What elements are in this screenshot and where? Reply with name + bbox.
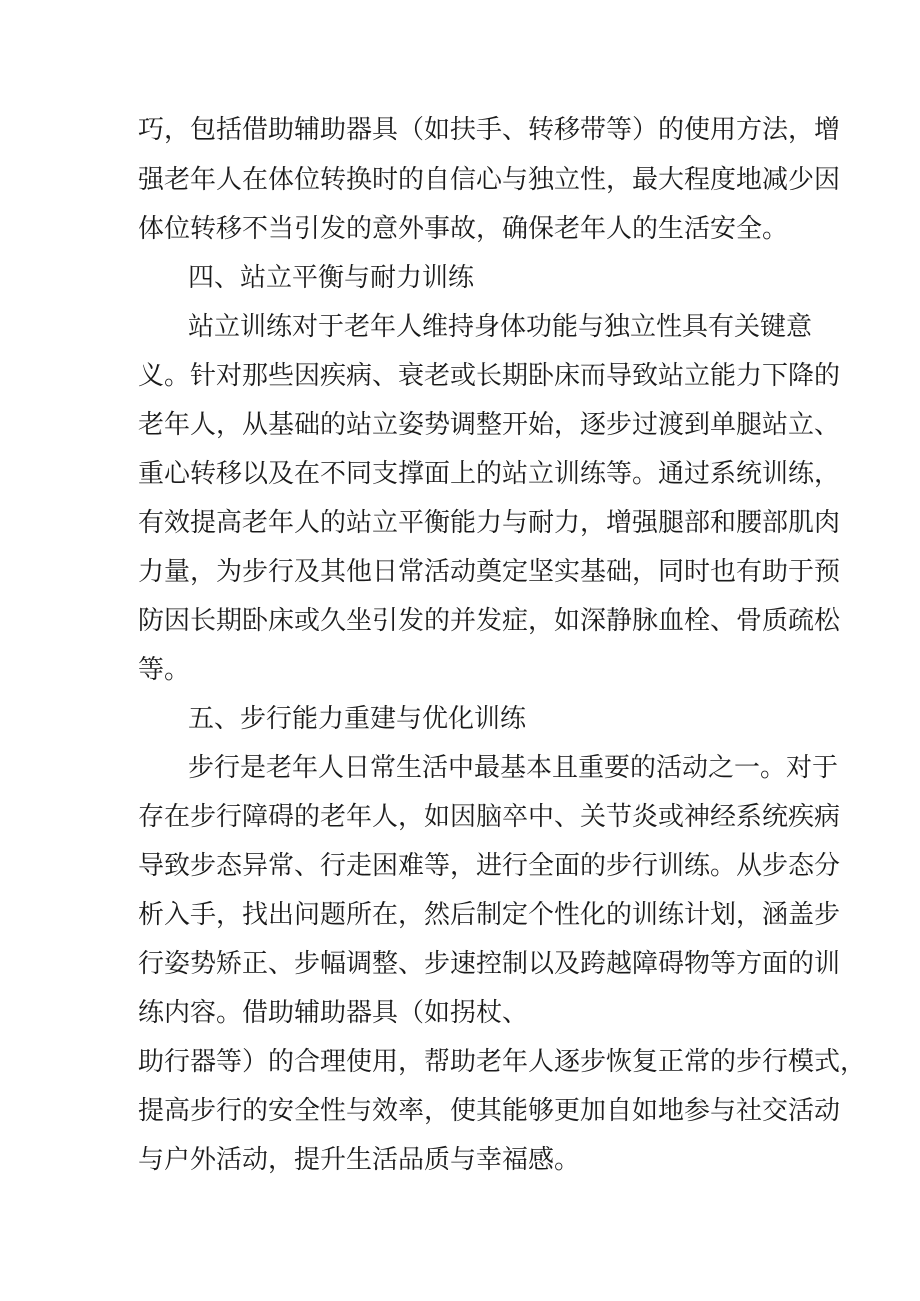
- text-line: 重心转移以及在不同支撑面上的站立训练等。通过系统训练，: [138, 459, 841, 489]
- text-line: 等。: [138, 655, 191, 685]
- text-line: 体位转移不当引发的意外事故，确保老年人的生活安全。: [138, 214, 789, 244]
- text-line: 防因长期卧床或久坐引发的并发症，如深静脉血栓、骨质疏松: [138, 606, 841, 636]
- text-line: 练内容。借助辅助器具（如拐杖、: [138, 998, 529, 1028]
- text-line: 导致步态异常、行走困难等，进行全面的步行训练。从步态分: [138, 851, 841, 881]
- text-line: 义。针对那些因疾病、衰老或长期卧床而导致站立能力下降的: [138, 361, 841, 391]
- text-line: 析入手，找出问题所在，然后制定个性化的训练计划，涵盖步: [138, 900, 841, 930]
- text-line: 老年人，从基础的站立姿势调整开始，逐步过渡到单腿站立、: [138, 410, 841, 440]
- text-line: 存在步行障碍的老年人，如因脑卒中、关节炎或神经系统疾病: [138, 802, 841, 832]
- text-line: 行姿势矫正、步幅调整、步速控制以及跨越障碍物等方面的训: [138, 949, 841, 979]
- text-line: 步行是老年人日常生活中最基本且重要的活动之一。对于: [188, 753, 839, 783]
- text-line: 有效提高老年人的站立平衡能力与耐力，增强腿部和腰部肌肉: [138, 508, 841, 538]
- section-heading: 四、站立平衡与耐力训练: [188, 263, 475, 293]
- text-line: 力量，为步行及其他日常活动奠定坚实基础，同时也有助于预: [138, 557, 841, 587]
- text-line: 站立训练对于老年人维持身体功能与独立性具有关键意: [188, 312, 813, 342]
- text-line: 与户外活动，提升生活品质与幸福感。: [138, 1145, 581, 1175]
- text-line: 提高步行的安全性与效率，使其能够更加自如地参与社交活动: [138, 1096, 841, 1126]
- section-heading: 五、步行能力重建与优化训练: [188, 704, 527, 734]
- text-line: 助行器等）的合理使用，帮助老年人逐步恢复正常的步行模式，: [138, 1047, 867, 1077]
- text-line: 巧，包括借助辅助器具（如扶手、转移带等）的使用方法，增: [138, 115, 841, 145]
- text-line: 强老年人在体位转换时的自信心与独立性，最大程度地减少因: [138, 165, 841, 195]
